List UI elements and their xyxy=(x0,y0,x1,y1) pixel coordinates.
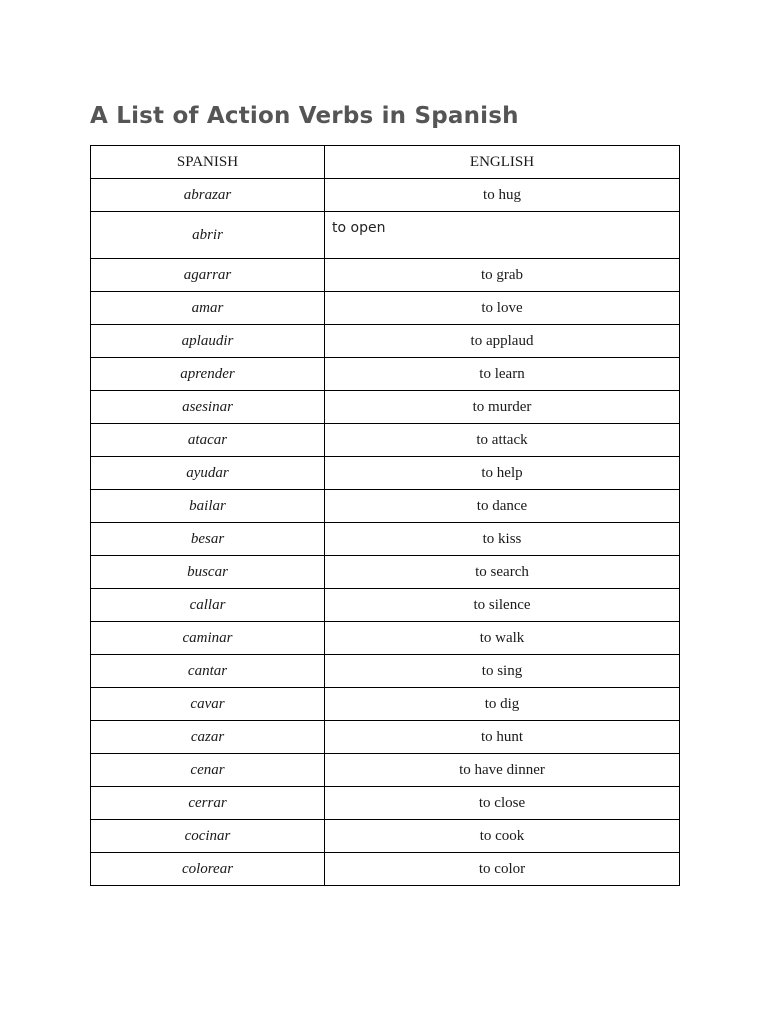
spanish-verb-cell: besar xyxy=(91,523,325,556)
spanish-verb-cell: cazar xyxy=(91,721,325,754)
spanish-verb-cell: abrazar xyxy=(91,179,325,212)
spanish-verb-cell: cavar xyxy=(91,688,325,721)
table-row xyxy=(91,754,680,787)
spanish-verb-cell: agarrar xyxy=(91,259,325,292)
table-row xyxy=(91,457,680,490)
table-row xyxy=(91,622,680,655)
table-row xyxy=(91,655,680,688)
english-translation-cell: to cook xyxy=(325,820,680,853)
column-header-english: ENGLISH xyxy=(325,146,680,179)
english-translation-cell: to hug xyxy=(325,179,680,212)
table-header-row xyxy=(91,146,680,179)
table-row xyxy=(91,853,680,886)
table-row xyxy=(91,212,680,259)
spanish-verb-cell: abrir xyxy=(91,212,325,259)
english-translation-cell: to applaud xyxy=(325,325,680,358)
spanish-verb-cell: bailar xyxy=(91,490,325,523)
page-title: A List of Action Verbs in Spanish xyxy=(90,103,519,129)
verb-table xyxy=(90,145,680,886)
spanish-verb-cell: caminar xyxy=(91,622,325,655)
english-translation-cell: to open xyxy=(325,212,680,259)
spanish-verb-cell: aplaudir xyxy=(91,325,325,358)
spanish-verb-cell: callar xyxy=(91,589,325,622)
english-translation-cell: to silence xyxy=(325,589,680,622)
table-row xyxy=(91,424,680,457)
english-translation-cell: to search xyxy=(325,556,680,589)
spanish-verb-cell: colorear xyxy=(91,853,325,886)
table-row xyxy=(91,179,680,212)
english-translation-cell: to hunt xyxy=(325,721,680,754)
english-translation-cell: to grab xyxy=(325,259,680,292)
spanish-verb-cell: cerrar xyxy=(91,787,325,820)
spanish-verb-cell: buscar xyxy=(91,556,325,589)
table-row xyxy=(91,688,680,721)
table-row xyxy=(91,787,680,820)
table-row xyxy=(91,556,680,589)
table-row xyxy=(91,391,680,424)
table-row xyxy=(91,589,680,622)
table-row xyxy=(91,721,680,754)
spanish-verb-cell: cenar xyxy=(91,754,325,787)
spanish-verb-cell: ayudar xyxy=(91,457,325,490)
table-row xyxy=(91,259,680,292)
english-translation-cell: to walk xyxy=(325,622,680,655)
spanish-verb-cell: cocinar xyxy=(91,820,325,853)
spanish-verb-cell: cantar xyxy=(91,655,325,688)
english-translation-cell: to love xyxy=(325,292,680,325)
english-translation-cell: to help xyxy=(325,457,680,490)
english-translation-cell: to dance xyxy=(325,490,680,523)
spanish-verb-cell: amar xyxy=(91,292,325,325)
spanish-verb-cell: aprender xyxy=(91,358,325,391)
english-translation-cell: to dig xyxy=(325,688,680,721)
table-row xyxy=(91,358,680,391)
table-row xyxy=(91,325,680,358)
english-translation-cell: to have dinner xyxy=(325,754,680,787)
spanish-verb-cell: atacar xyxy=(91,424,325,457)
english-translation-cell: to close xyxy=(325,787,680,820)
table-row xyxy=(91,292,680,325)
english-translation-cell: to kiss xyxy=(325,523,680,556)
column-header-spanish: SPANISH xyxy=(91,146,325,179)
table-row xyxy=(91,523,680,556)
english-translation-cell: to learn xyxy=(325,358,680,391)
spanish-verb-cell: asesinar xyxy=(91,391,325,424)
english-translation-cell: to color xyxy=(325,853,680,886)
english-translation-cell: to murder xyxy=(325,391,680,424)
table-row xyxy=(91,820,680,853)
table-row xyxy=(91,490,680,523)
english-translation-cell: to sing xyxy=(325,655,680,688)
english-translation-cell: to attack xyxy=(325,424,680,457)
